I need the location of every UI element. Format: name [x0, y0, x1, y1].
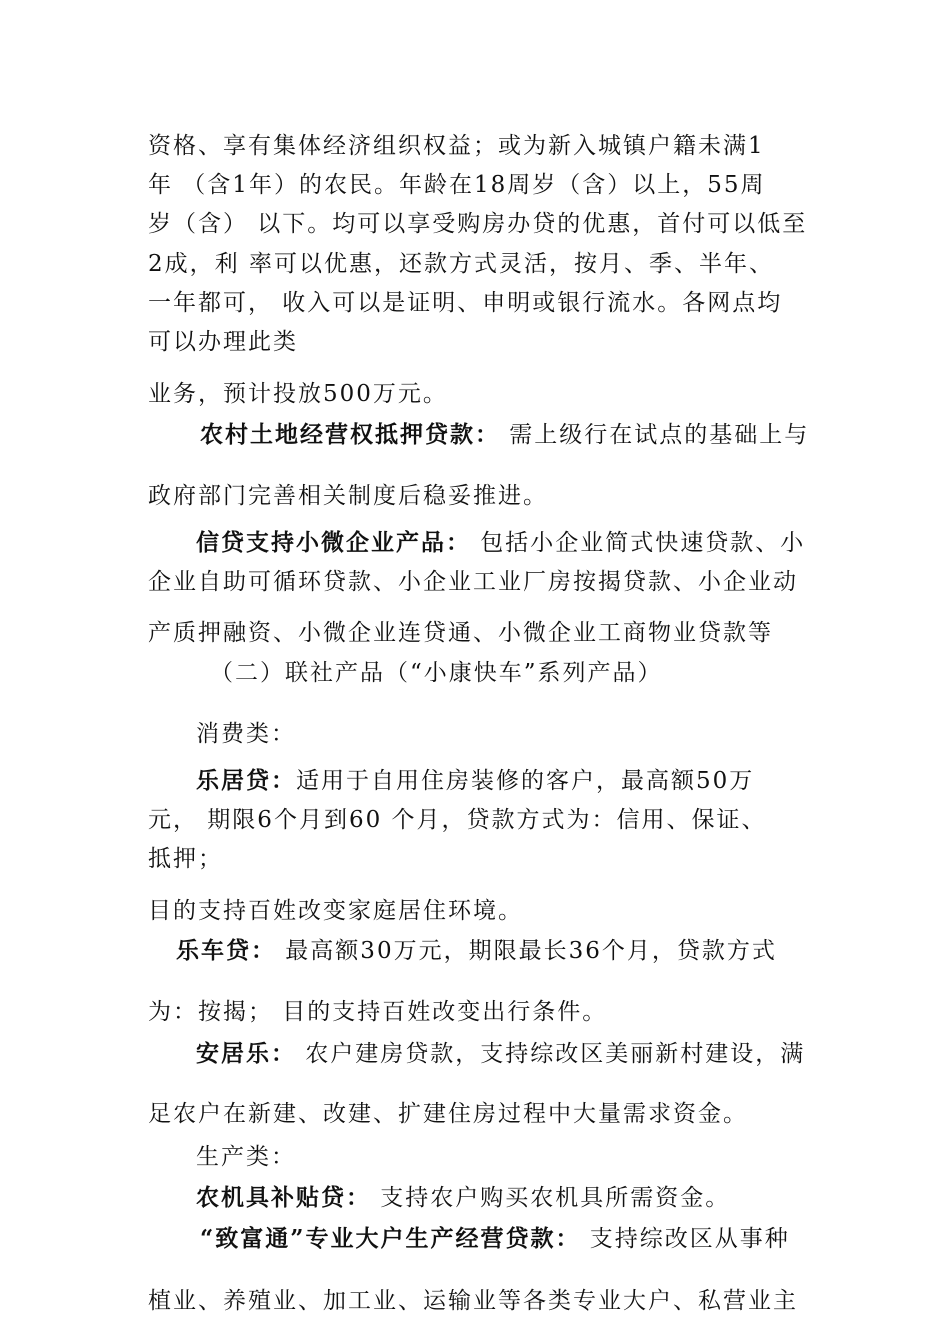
p4-text: 适用于自用住房装修的客户，最高额50万 — [296, 768, 755, 794]
p6-line-1 — [196, 1039, 805, 1069]
p2-line-1 — [200, 420, 809, 450]
section-heading-2: （二）联社产品（“小康快车”系列产品） — [210, 660, 663, 686]
p3-line-2: 企业自助可循环贷款、小企业工业厂房按揭贷款、小企业动 — [148, 569, 798, 595]
p1-line-2: 年 （含1年）的农民。年龄在18周岁（含）以上，55周 — [148, 172, 766, 198]
p1-line-3: 岁（含） 以下。均可以享受购房办贷的优惠，首付可以低至 — [148, 211, 808, 237]
consumer-heading: 消费类： — [196, 721, 296, 747]
p4-line-4: 目的支持百姓改变家庭居住环境。 — [148, 898, 523, 924]
p7-title: 农机具补贴贷： — [196, 1184, 371, 1211]
p7-line-1 — [196, 1183, 730, 1213]
p4-line-3: 抵押； — [148, 846, 223, 872]
p6-line-2: 足农户在新建、改建、扩建住房过程中大量需求资金。 — [148, 1101, 748, 1127]
p1-line-5: 一年都可， 收入可以是证明、申明或银行流水。各网点均 — [148, 290, 783, 316]
p1-line-4: 2成，利 率可以优惠，还款方式灵活，按月、季、半年、 — [148, 251, 774, 277]
p3-line-3: 产质押融资、小微企业连贷通、小微企业工商物业贷款等 — [148, 620, 773, 646]
p8-line-2: 植业、养殖业、加工业、运输业等各类专业大户、私营业主 — [148, 1288, 798, 1314]
p8-text: 支持综改区从事种 — [580, 1226, 790, 1252]
p2-line-2: 政府部门完善相关制度后稳妥推进。 — [148, 483, 548, 509]
p3-title: 信贷支持小微企业产品： — [196, 529, 471, 556]
p5-text: 最高额30万元，期限最长36个月，贷款方式 — [276, 938, 777, 964]
p6-text: 农户建房贷款，支持综改区美丽新村建设，满 — [296, 1041, 806, 1067]
p4-line-1 — [196, 766, 754, 796]
p7-text: 支持农户购买农机具所需资金。 — [371, 1185, 731, 1211]
p2-title: 农村土地经营权抵押贷款： — [200, 421, 500, 448]
p3-text: 包括小企业简式快速贷款、小 — [471, 530, 806, 556]
p1-line-7: 业务，预计投放500万元。 — [148, 381, 448, 407]
p4-title: 乐居贷： — [196, 767, 296, 794]
p8-line-1 — [200, 1224, 790, 1254]
p5-line-2: 为：按揭； 目的支持百姓改变出行条件。 — [148, 999, 608, 1025]
p1-line-6: 可以办理此类 — [148, 329, 298, 355]
p6-title: 安居乐： — [196, 1040, 296, 1067]
p3-line-1 — [196, 528, 805, 558]
production-heading: 生产类： — [196, 1144, 296, 1170]
p2-text: 需上级行在试点的基础上与 — [500, 422, 810, 448]
p5-line-1 — [176, 936, 777, 966]
p8-title: “致富通”专业大户生产经营贷款： — [200, 1225, 581, 1252]
p4-line-2: 元， 期限6个月到60 个月，贷款方式为：信用、保证、 — [148, 807, 767, 833]
p5-title: 乐车贷： — [176, 937, 276, 964]
p1-line-1: 资格、享有集体经济组织权益；或为新入城镇户籍未满1 — [148, 133, 765, 159]
